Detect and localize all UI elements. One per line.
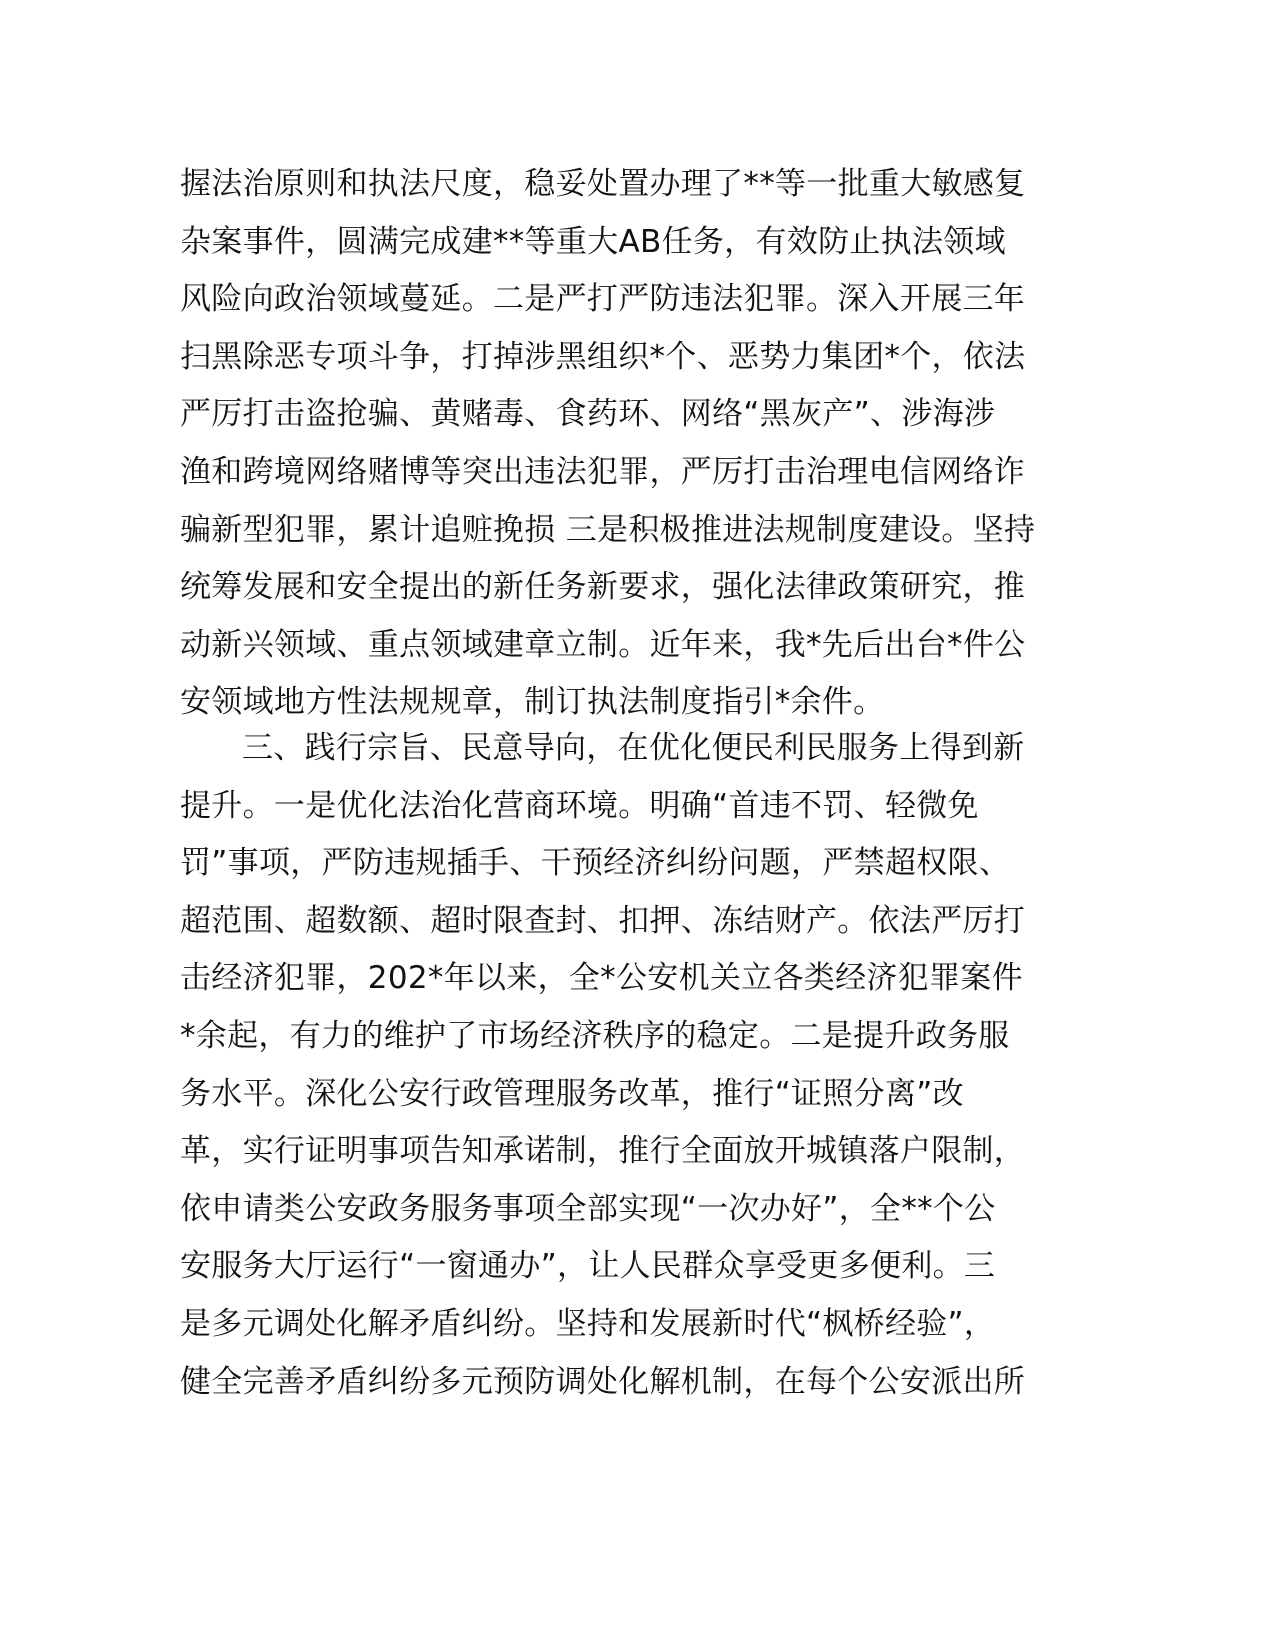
text-line: 杂案事件，圆满完成建**等重大AB任务，有效防止执法领域 <box>180 223 1006 260</box>
text-line: 提升。一是优化法治化营商环境。明确“首违不罚、轻微免 <box>180 787 979 824</box>
text-line: 安服务大厅运行“一窗通办”，让人民群众享受更多便利。三 <box>180 1248 996 1285</box>
text-line: 健全完善矛盾纠纷多元预防调处化解机制，在每个公安派出所 <box>180 1363 1026 1400</box>
text-line: 扫黑除恶专项斗争，打掉涉黑组织*个、恶势力集团*个，依法 <box>180 338 1026 375</box>
text-line: *余起，有力的维护了市场经济秩序的稳定。二是提升政务服 <box>180 1017 1010 1054</box>
text-line: 渔和跨境网络赌博等突出违法犯罪，严厉打击治理电信网络诈 <box>180 453 1026 490</box>
text-line: 击经济犯罪，202*年以来，全*公安机关立各类经济犯罪案件 <box>180 960 1023 997</box>
text-line: 握法治原则和执法尺度，稳妥处置办理了**等一批重大敏感复 <box>180 166 1026 202</box>
paragraph-2 <box>180 720 1040 1411</box>
text-line: 动新兴领域、重点领域建章立制。近年来，我*先后出台*件公 <box>180 626 1026 663</box>
text-line: 骗新型犯罪，累计追赃挽损 三是积极推进法规制度建设。坚持 <box>180 511 1036 548</box>
text-line: 超范围、超数额、超时限查封、扣押、冻结财产。依法严厉打 <box>180 902 1026 939</box>
text-line: 务水平。深化公安行政管理服务改革，推行“证照分离”改 <box>180 1075 964 1112</box>
text-line: 严厉打击盗抢骗、黄赌毒、食药环、网络“黑灰产”、涉海涉 <box>180 396 996 433</box>
text-line: 是多元调处化解矛盾纠纷。坚持和发展新时代“枫桥经验”， <box>180 1305 996 1342</box>
text-line: 风险向政治领域蔓延。二是严打严防违法犯罪。深入开展三年 <box>180 281 1026 318</box>
section-heading-line: 三、践行宗旨、民意导向，在优化便民利民服务上得到新 <box>242 730 1025 766</box>
text-line: 罚”事项，严防违规插手、干预经济纠纷问题，严禁超权限、 <box>180 845 1011 882</box>
text-line: 安领域地方性法规规章，制订执法制度指引*余件。 <box>180 684 885 721</box>
text-line: 革，实行证明事项告知承诺制，推行全面放开城镇落户限制， <box>180 1133 1026 1170</box>
text-line: 统筹发展和安全提出的新任务新要求，强化法律政策研究，推 <box>180 569 1026 606</box>
paragraph-1 <box>180 156 1040 732</box>
text-line: 依申请类公安政务服务事项全部实现“一次办好”，全**个公 <box>180 1190 996 1227</box>
